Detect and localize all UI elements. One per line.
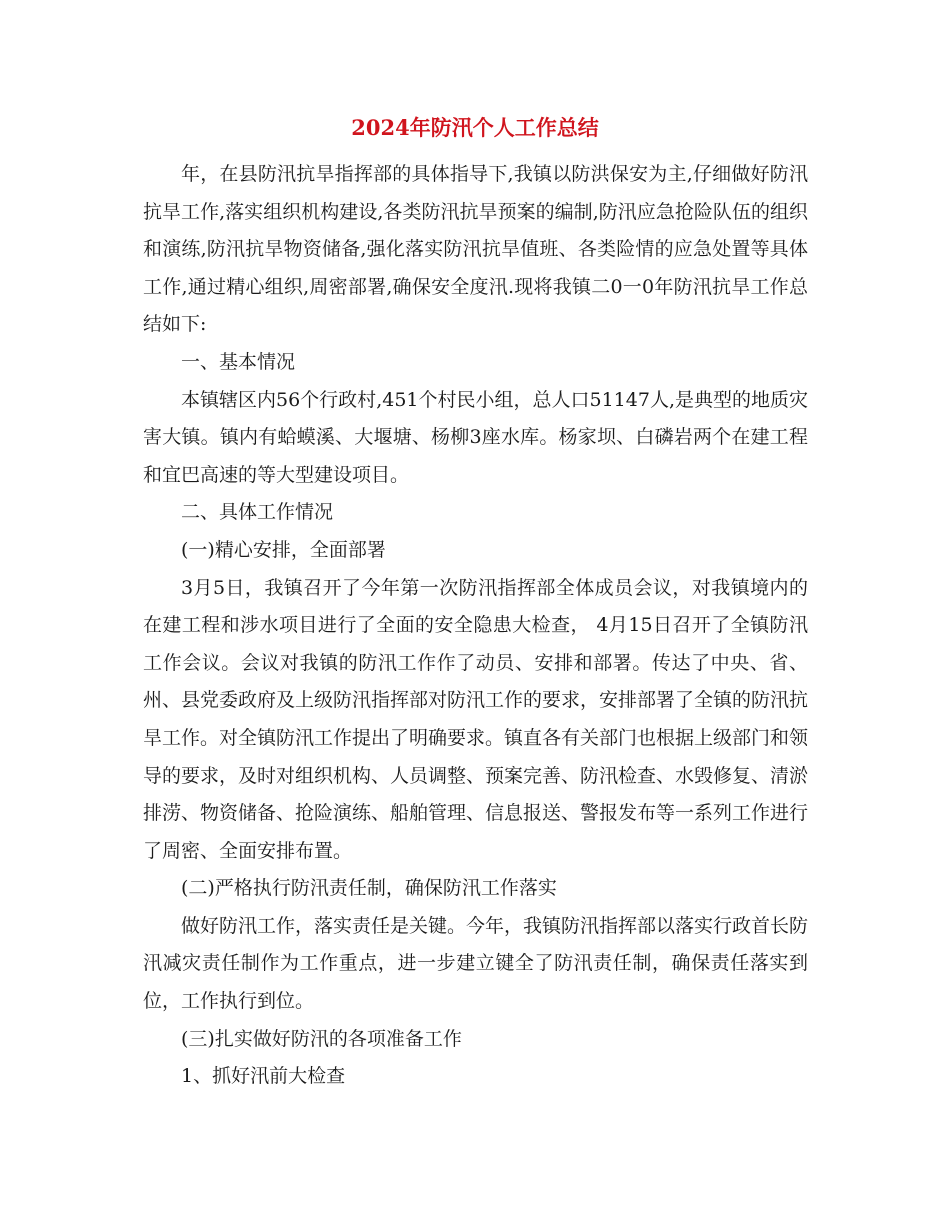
paragraph-intro: 年，在县防汛抗旱指挥部的具体指导下,我镇以防洪保安为主,仔细做好防汛抗旱工作,落实组织机构建设,各类防汛抗旱预案的编制,防汛应急抢险队伍的组织和演练,防汛抗旱物资储备,强化落实防汛抗旱值班、各类险情的应急处置等具体工作,通过精心组织,周密部署,确保安全度汛.现将我镇二0一0年防汛抗旱工作总结如下: [143,163,808,336]
list-item-pre-flood-inspection: 1、抓好汛前大检查 [181,1065,346,1088]
subheading-preparation-work: (三)扎实做好防汛的各项准备工作 [181,1027,462,1050]
document-title: 2024年防汛个人工作总结 [351,115,599,140]
subheading-responsibility-system: (二)严格执行防汛责任制，确保防汛工作落实 [181,877,557,900]
section-heading-work-details: 二、具体工作情况 [181,501,334,524]
section-heading-basic-info: 一、基本情况 [181,350,296,373]
subheading-careful-arrangement: (一)精心安排，全面部署 [181,538,386,561]
paragraph-meetings: 3月5日，我镇召开了今年第一次防汛指挥部全体成员会议，对我镇境内的在建工程和涉水项目进行了全面的安全隐患大检查， 4月15日召开了全镇防汛工作会议。会议对我镇的防汛工作作了动员、安排和部署。传达了中央、省、州、县党委政府及上级防汛指挥部对防汛工作的要求，安排部署了全镇的防汛抗旱工作。对全镇防汛工作提出了明确要求。镇直各有关部门也根据上级部门和领导的要求，及时对组织机构、人员调整、预案完善、防汛检查、水毁修复、清淤排涝、物资储备、抢险演练、船舶管理、信息报送、警报发布等一系列工作进行了周密、全面安排布置。 [143,576,809,862]
paragraph-basic-info: 本镇辖区内56个行政村,451个村民小组，总人口51147人,是典型的地质灾害大镇。镇内有蛤蟆溪、大堰塘、杨柳3座水库。杨家坝、白磷岩两个在建工程和宜巴高速的等大型建设项目。 [143,388,808,486]
document-body [143,156,808,1096]
paragraph-responsibility: 做好防汛工作，落实责任是关键。今年，我镇防汛指挥部以落实行政首长防汛减灾责任制作为工作重点，进一步建立键全了防汛责任制，确保责任落实到位，工作执行到位。 [143,914,809,1013]
